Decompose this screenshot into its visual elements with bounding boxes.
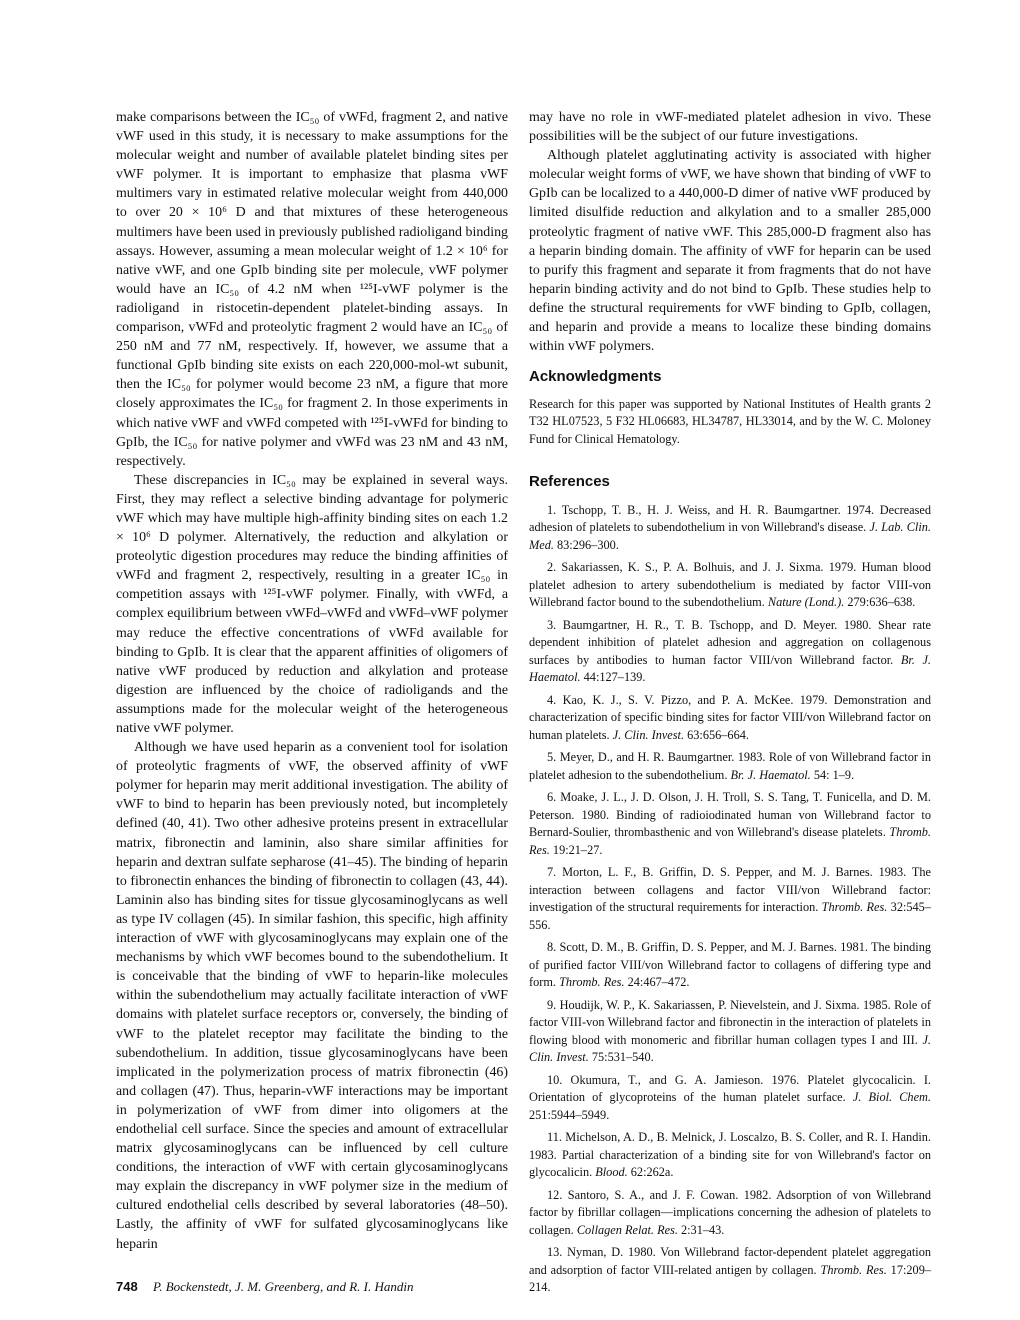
- reference-text: 12. Santoro, S. A., and J. F. Cowan. 1982. Adsorption of von Willebrand factor by fibrillar collagen—implications concerning the adhesion of platelets to collagen.: [529, 1187, 931, 1237]
- reference-text: 11. Michelson, A. D., B. Melnick, J. Loscalzo, B. S. Coller, and R. I. Handin. 1983. Partial characterization of a binding site for von Willebrand's factor on glycocalicin.: [529, 1130, 931, 1180]
- reference-citation: 19:21–27.: [549, 842, 603, 857]
- reference-journal: J. Clin. Invest.: [612, 727, 685, 742]
- page-number: 748: [116, 1279, 138, 1294]
- reference-text: 13. Nyman, D. 1980. Von Willebrand factor-dependent platelet aggregation and adsorption of factor VIII-related antigen by collagen.: [529, 1245, 931, 1277]
- reference-text: 5. Meyer, D., and H. R. Baumgartner. 1983. Role of von Willebrand factor in platelet adhesion to the subendothelium.: [529, 750, 931, 782]
- reference-journal: J. Lab. Clin. Med.: [529, 520, 931, 552]
- reference-journal: Br. J. Haematol.: [529, 652, 931, 685]
- reference-citation: 24:467–472.: [624, 975, 690, 990]
- reference-text: 6. Moake, J. L., J. D. Olson, J. H. Troll, S. S. Tang, T. Funicella, and D. M. Peterson. 1980. Binding of radioiodinated human von Willebrand factor to Bernard-Soulier, thrombasthenic and von Willebrand's disease platelets.: [529, 790, 931, 840]
- reference-text: 2. Sakariassen, K. S., P. A. Bolhuis, and J. J. Sixma. 1979. Human blood platelet adhesion to artery subendothelium is mediated by factor VIII-von Willebrand factor bound to the subendothelium.: [529, 560, 931, 610]
- reference-text: 9. Houdijk, W. P., K. Sakariassen, P. Nievelstein, and J. Sixma. 1985. Role of factor VIII-von Willebrand factor and fibronectin in the interaction of platelets in flowing blood with monomeric and fibrillar human collagen types I and III.: [529, 997, 931, 1047]
- reference-item: [529, 1244, 931, 1297]
- reference-item: [529, 692, 931, 745]
- reference-item: [529, 789, 931, 859]
- left-column: [116, 108, 508, 1254]
- reference-text: 3. Baumgartner, H. R., T. B. Tschopp, and D. Meyer. 1980. Shear rate dependent inhibition of platelet adhesion and aggregation on collagenous surfaces by antibodies to human factor VIII/von Willebrand factor.: [529, 617, 931, 667]
- reference-item: [529, 864, 931, 934]
- reference-citation: 279:636–638.: [844, 595, 916, 610]
- reference-journal: Collagen Relat. Res.: [576, 1222, 678, 1237]
- reference-item: [529, 502, 931, 555]
- reference-item: [529, 1129, 931, 1182]
- reference-journal: Thromb. Res.: [821, 900, 888, 915]
- acknowledgments-text: Research for this paper was supported by National Institutes of Health grants 2 T32 HL07523, 5 F32 HL06683, HL34787, HL33014, and by the W. C. Moloney Fund for Clinical Hematology.: [529, 397, 931, 446]
- reference-journal: Blood.: [595, 1165, 628, 1180]
- reference-item: [529, 617, 931, 687]
- reference-text: 7. Morton, L. F., B. Griffin, D. S. Pepper, and M. J. Barnes. 1983. The interaction between collagens and factor VIII/von Willebrand factor: investigation of the structural requirements for interaction.: [529, 865, 931, 915]
- reference-citation: 83:296–300.: [553, 537, 619, 552]
- reference-citation: 44:127–139.: [580, 670, 646, 685]
- references-heading: References: [529, 472, 610, 490]
- body-paragraph-3: Although we have used heparin as a convenient tool for isolation of proteolytic fragments of vWF, the observed affinity of vWF polymer for heparin may merit additional investigation. The ability of vWF to bind to heparin has been previously noted, but incompletely defined (40, 41). Two other adhesive proteins present in extracellular matrix, fibronectin and laminin, also share similar affinities for heparin and dextran sulfate sepharose (41–45). The binding of heparin to fibronectin enhances the binding of fibronectin to collagen (43, 44). Laminin also has binding sites for tissue glycosaminoglycans as well as type IV collagen (45). In similar fashion, this specific, high affinity interaction of vWF with glycosaminoglycans may explain one of the mechanisms by which vWF becomes bound to the subendothelium. It is conceivable that the binding of vWF to heparin-like molecules within the subendothelium may actually facilitate interaction of vWF domains with platelet surface receptors or, conversely, the binding of vWF to the platelet receptor may facilitate the binding to the subendothelium. In addition, tissue glycosaminoglycans have been implicated in the polymerization process of matrix fibronectin (46) and collagen (47). Thus, heparin-vWF interactions may be important in polymerization of vWF from dimer into oligomers at the endothelial cell surface. Since the species and amount of extracellular matrix glycosaminoglycans can be influenced by cell culture conditions, the interaction of vWF with certain glycosaminoglycans may explain the discrepancy in vWF polymer size in the medium of cultured endothelial cells described by several laboratories (48–50). Lastly, the affinity of vWF for sulfated glycosaminoglycans like heparin: [116, 740, 508, 1252]
- page-footer: [116, 1279, 414, 1295]
- reference-item: [529, 749, 931, 784]
- right-column: [529, 108, 931, 1302]
- reference-citation: 2:31–43.: [677, 1222, 725, 1237]
- reference-item: [529, 997, 931, 1067]
- reference-journal: Thromb. Res.: [820, 1262, 887, 1277]
- reference-item: [529, 1072, 931, 1125]
- reference-journal: Nature (Lond.).: [767, 595, 845, 610]
- reference-citation: 75:531–540.: [588, 1050, 654, 1065]
- reference-journal: J. Biol. Chem.: [852, 1090, 931, 1105]
- footer-authors: P. Bockenstedt, J. M. Greenberg, and R. I. Handin: [152, 1279, 414, 1294]
- reference-journal: Thromb. Res.: [529, 825, 931, 857]
- reference-citation: 251:5944–5949.: [529, 1107, 610, 1122]
- reference-text: 4. Kao, K. J., S. V. Pizzo, and P. A. McKee. 1979. Demonstration and characterization of specific binding sites for factor VIII/von Willebrand factor on human platelets.: [529, 692, 931, 742]
- reference-text: 1. Tschopp, T. B., H. J. Weiss, and H. R. Baumgartner. 1974. Decreased adhesion of platelets to subendothelium in von Willebrand's disease.: [529, 502, 931, 535]
- body-paragraph-1: make comparisons between the IC₅₀ of vWFd, fragment 2, and native vWF used in this study, it is necessary to make assumptions for the molecular weight and number of available platelet binding sites per vWF polymer. It is important to emphasize that plasma vWF multimers vary in estimated relative molecular weight from 440,000 to over 20 × 10⁶ D and that mixtures of these heterogeneous multimers have been used in previously published radioligand binding assays. However, assuming a mean molecular weight of 1.2 × 10⁶ for native vWF, and one GpIb binding site per molecule, vWF polymer would have an IC₅₀ of 4.2 nM when ¹²⁵I-vWF polymer is the radioligand in ristocetin-dependent platelet-binding assays. In comparison, vWFd and proteolytic fragment 2 would have an IC₅₀ of 250 nM and 77 nM, respectively. If, however, we assume that a functional GpIb binding site exists on each 220,000-mol-wt subunit, then the IC₅₀ for polymer would become 23 nM, a figure that more closely approximates the IC₅₀ for fragment 2. In those experiments in which native vWF and vWFd competed with ¹²⁵I-vWFd for binding to GpIb, the IC₅₀ for native polymer and vWFd was 23 nM and 43 nM, respectively.: [116, 110, 508, 469]
- reference-citation: 17:209–214.: [529, 1262, 931, 1295]
- reference-citation: 63:656–664.: [684, 727, 749, 742]
- acknowledgments-heading: Acknowledgments: [529, 368, 662, 386]
- reference-item: [529, 559, 931, 612]
- body-paragraph-2: These discrepancies in IC₅₀ may be explained in several ways. First, they may reflect a selective binding advantage for polymeric vWF which may have multiple high-affinity binding sites on each 1.2 × 10⁶ D polymer. Alternatively, the reduction and alkylation or proteolytic digestion procedures may reduce the binding affinities of vWFd and fragment 2, respectively, resulting in a greater IC₅₀ in competition assays with ¹²⁵I-vWF polymer. Finally, with vWFd, a complex equilibrium between vWFd–vWFd and vWFd–vWF polymer may reduce the effective concentrations of vWFd available for binding to GpIb. It is clear that the apparent affinities of oligomers of native vWF produced by reduction and alkylation and protease digestion are influenced by the choice of radioligands and the assumptions made for the molecular weight of the heterogeneous native vWF polymer.: [116, 472, 508, 736]
- body-paragraph-5: Although platelet agglutinating activity is associated with higher molecular weight forms of vWF, we have shown that binding of vWF to GpIb can be localized to a 440,000-D dimer of native vWF produced by limited disulfide reduction and alkylation and to a smaller 285,000 proteolytic fragment of native vWF. This 285,000-D fragment also has a heparin binding domain. The affinity of vWF for heparin can be used to purify this fragment and separate it from fragments that do not have heparin binding activity and do not bind to GpIb. These studies help to define the structural requirements for vWF binding to GpIb, collagen, and heparin and provide a means to localize these binding domains within vWF polymers.: [529, 148, 931, 355]
- reference-text: 8. Scott, D. M., B. Griffin, D. S. Pepper, and M. J. Barnes. 1981. The binding of purified factor VIII/von Willebrand factor to collagens of differing type and form.: [529, 940, 931, 990]
- reference-citation: 32:545–556.: [529, 900, 931, 932]
- reference-citation: 54: 1–9.: [810, 767, 855, 782]
- reference-journal: Br. J. Haematol.: [730, 767, 811, 782]
- reference-item: [529, 939, 931, 992]
- reference-text: 10. Okumura, T., and G. A. Jamieson. 1976. Platelet glycocalicin. I. Orientation of glycoproteins of the human platelet surface.: [529, 1072, 931, 1105]
- body-paragraph-4: may have no role in vWF-mediated platelet adhesion in vivo. These possibilities will be the subject of our future investigations.: [529, 110, 931, 145]
- reference-citation: 62:262a.: [627, 1165, 674, 1180]
- reference-journal: Thromb. Res.: [559, 975, 625, 990]
- reference-item: [529, 1187, 931, 1240]
- references-list: [529, 502, 931, 1297]
- reference-journal: J. Clin. Invest.: [529, 1032, 931, 1065]
